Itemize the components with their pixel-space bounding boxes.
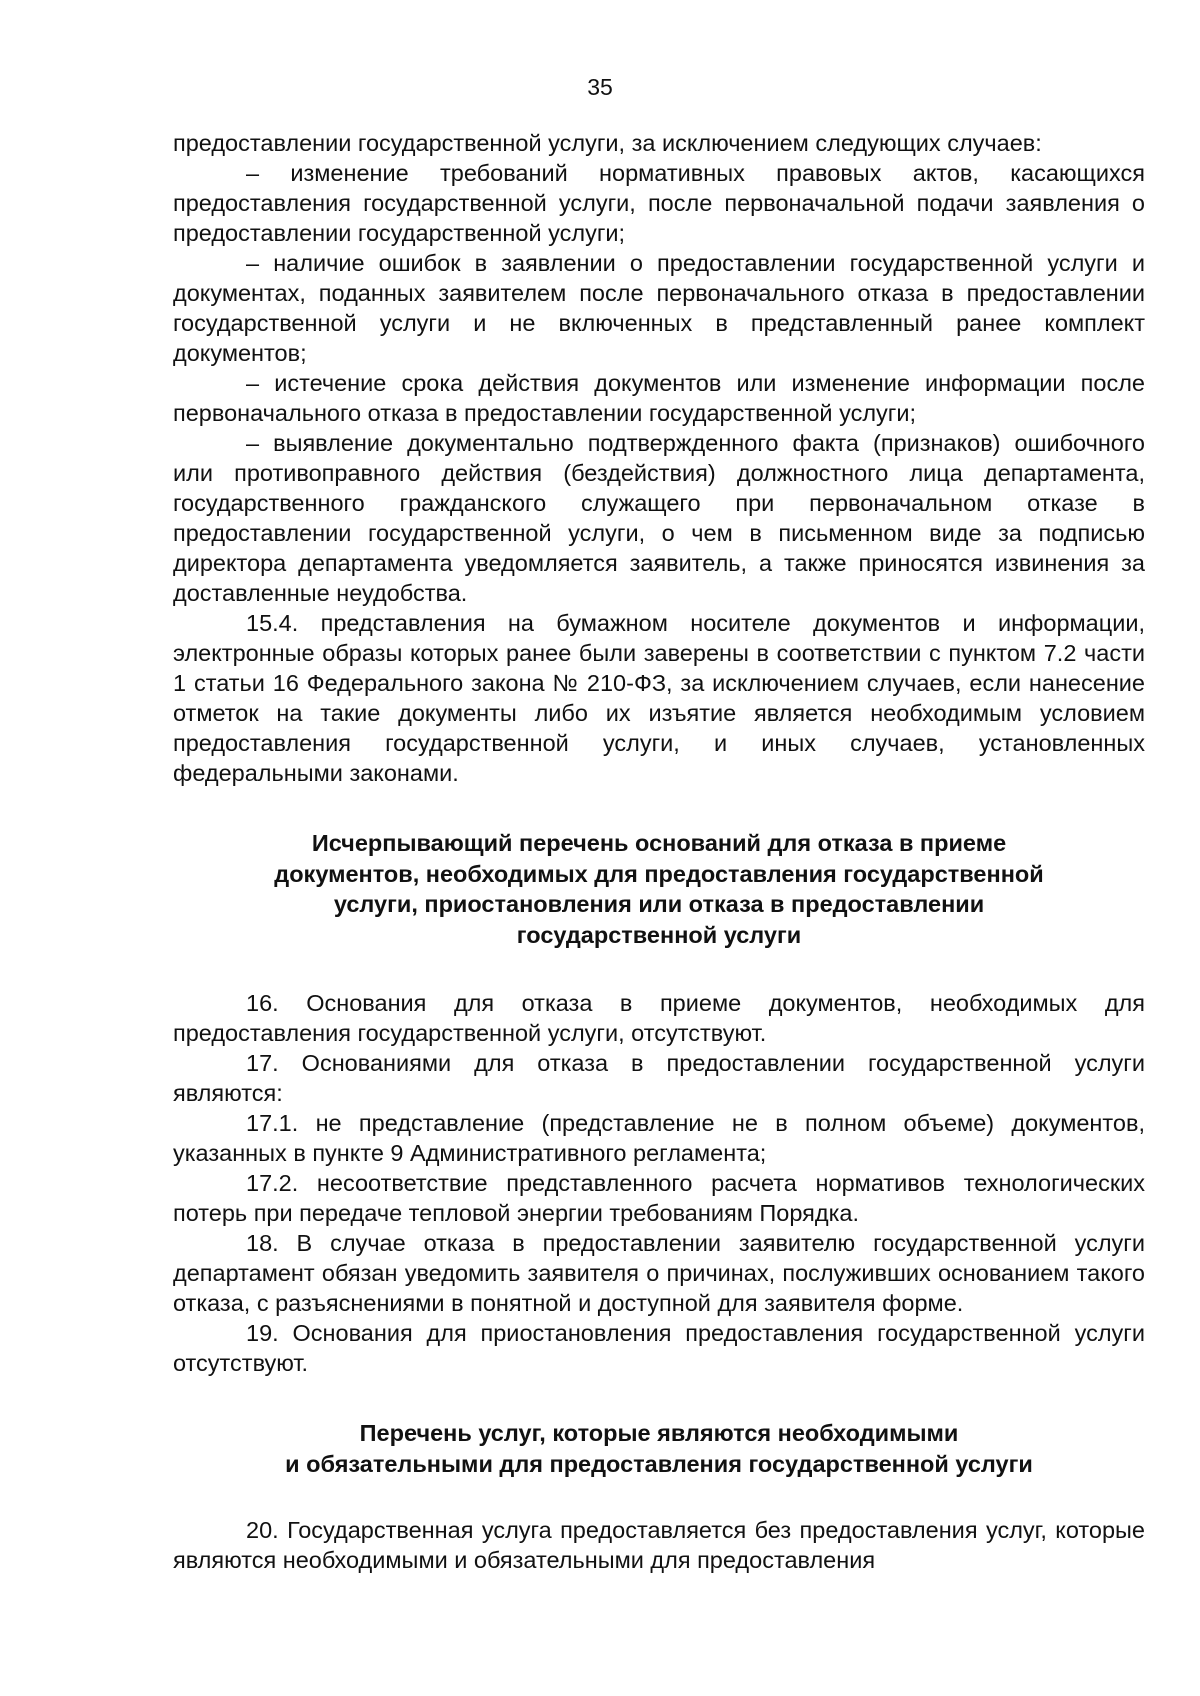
paragraph: – истечение срока действия документов или изменение информации после первоначального отказа в предоставлении государственной услуги;	[173, 370, 1145, 426]
paragraph: 20. Государственная услуга предоставляется без предоставления услуг, которые являются необходимыми и обязательными для предоставления	[173, 1517, 1145, 1573]
heading-line: государственной услуги	[516, 921, 802, 948]
paragraph: 19. Основания для приостановления предоставления государственной услуги отсутствуют.	[173, 1320, 1145, 1376]
paragraph: – выявление документально подтвержденного факта (признаков) ошибочного или противоправного действия (бездействия) должностного лица департамента, государственного гражданского служащего при первоначальном отказе в предоставлении государственной услуги, о чем в письменном виде за подписью директора департамента уведомляется заявитель, а также приносятся извинения за доставленные неудобства.	[173, 430, 1145, 606]
heading-line: Исчерпывающий перечень оснований для отказа в приеме	[311, 830, 1007, 856]
page-content	[173, 128, 1145, 1575]
paragraph: 16. Основания для отказа в приеме документов, необходимых для предоставления государственной услуги, отсутствуют.	[173, 990, 1145, 1046]
paragraph: 17. Основаниями для отказа в предоставлении государственной услуги являются:	[173, 1050, 1145, 1106]
heading-line: Перечень услуг, которые являются необходимыми	[359, 1420, 959, 1446]
section-heading-refusal-grounds	[173, 828, 1145, 950]
paragraph: предоставлении государственной услуги, за исключением следующих случаев:	[173, 130, 1042, 156]
section-a	[173, 128, 1145, 788]
section-c	[173, 1515, 1145, 1575]
paragraph: – наличие ошибок в заявлении о предоставлении государственной услуги и документах, поданных заявителем после первоначального отказа в предоставлении государственной услуги и не включенных в представленный ранее комплект документов;	[173, 250, 1145, 366]
paragraph: 17.1. не представление (представление не в полном объеме) документов, указанных в пункте 9 Административного регламента;	[173, 1110, 1145, 1166]
section-b	[173, 988, 1145, 1378]
paragraph: 18. В случае отказа в предоставлении заявителю государственной услуги департамент обязан уведомить заявителя о причинах, послуживших основанием такого отказа, с разъяснениями в понятной и доступной для заявителя форме.	[173, 1230, 1145, 1316]
paragraph: 17.2. несоответствие представленного расчета нормативов технологических потерь при передаче тепловой энергии требованиям Порядка.	[173, 1170, 1145, 1226]
heading-line: документов, необходимых для предоставления государственной	[274, 860, 1044, 887]
heading-line: и обязательными для предоставления государственной услуги	[285, 1450, 1033, 1477]
paragraph: – изменение требований нормативных правовых актов, касающихся предоставления государственной услуги, после первоначальной подачи заявления о предоставлении государственной услуги;	[173, 160, 1145, 246]
section-heading-required-services	[173, 1418, 1145, 1479]
heading-line: услуги, приостановления или отказа в предоставлении	[333, 891, 985, 917]
page-number: 35	[587, 74, 613, 100]
paragraph: 15.4. представления на бумажном носителе документов и информации, электронные образы которых ранее были заверены в соответствии с пунктом 7.2 части 1 статьи 16 Федерального закона № 210-ФЗ, за исключением случаев, если нанесение отметок на такие документы либо их изъятие является необходимым условием предоставления государственной услуги, и иных случаев, установленных федеральными законами.	[173, 610, 1145, 786]
